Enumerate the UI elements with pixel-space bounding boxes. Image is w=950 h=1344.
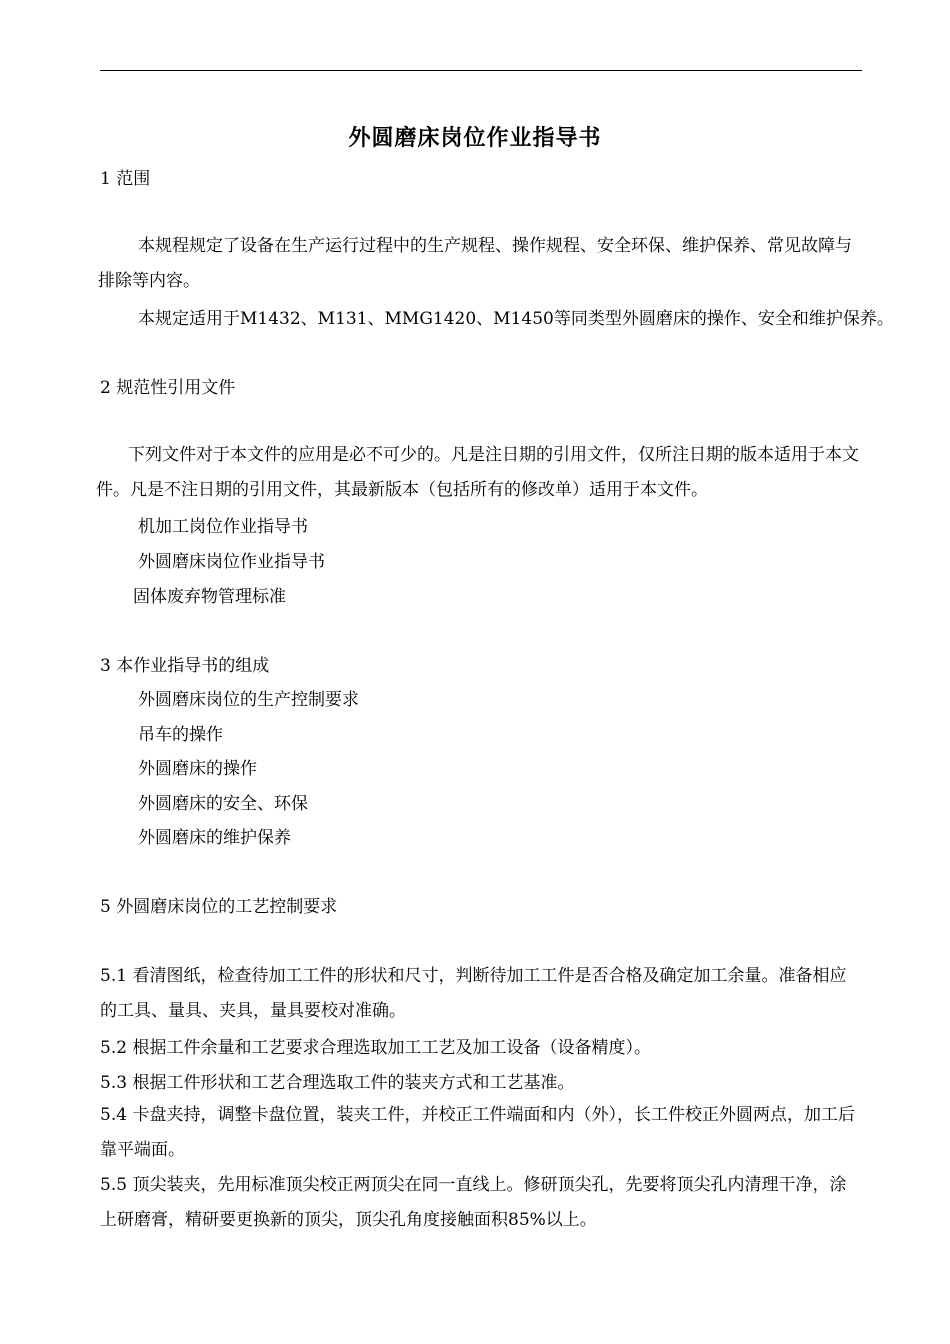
section-1-paragraph-1: 本规程规定了设备在生产运行过程中的生产规程、操作规程、安全环保、维护保养、常见故障与排除等内容。 (98, 236, 852, 291)
composition-item: 外圆磨床的维护保养 (138, 828, 291, 848)
reference-item: 固体废弃物管理标准 (133, 587, 286, 607)
composition-item: 外圆磨床的安全、环保 (138, 794, 308, 814)
clause-5-1: 5.1 看清图纸，检查待加工工件的形状和尺寸，判断待加工工件是否合格及确定加工余量。准备相应的工具、量具、夹具，量具要校对准确。 (100, 966, 847, 1021)
composition-item: 吊车的操作 (138, 725, 223, 745)
header-rule (100, 70, 862, 71)
clause-5-2: 5.2 根据工件余量和工艺要求合理选取加工工艺及加工设备（设备精度）。 (100, 1038, 651, 1058)
section-1-paragraph-2: 本规定适用于M1432、M131、MMG1420、M1450等同类型外圆磨床的操作、安全和维护保养。 (138, 309, 894, 329)
section-2-heading: 2 规范性引用文件 (100, 378, 236, 398)
reference-item: 机加工岗位作业指导书 (138, 517, 308, 537)
composition-item: 外圆磨床岗位的生产控制要求 (138, 690, 359, 710)
section-3-heading: 3 本作业指导书的组成 (100, 656, 270, 676)
section-2-paragraph: 下列文件对于本文件的应用是必不可少的。凡是注日期的引用文件，仅所注日期的版本适用于本文件。凡是不注日期的引用文件，其最新版本（包括所有的修改单）适用于本文件。 (96, 445, 859, 500)
section-1-heading: 1 范围 (100, 169, 151, 189)
section-5-heading: 5 外圆磨床岗位的工艺控制要求 (100, 897, 338, 917)
clause-5-4: 5.4 卡盘夹持，调整卡盘位置，装夹工件，并校正工件端面和内（外），长工件校正外圆两点，加工后靠平端面。 (100, 1105, 855, 1160)
composition-item: 外圆磨床的操作 (138, 759, 257, 779)
clause-5-5: 5.5 顶尖装夹，先用标准顶尖校正两顶尖在同一直线上。修研顶尖孔，先要将顶尖孔内清理干净，涂上研磨膏，精研要更换新的顶尖，顶尖孔角度接触面积85%以上。 (100, 1175, 847, 1230)
document-title: 外圆磨床岗位作业指导书 (348, 126, 602, 151)
reference-item: 外圆磨床岗位作业指导书 (138, 552, 325, 572)
clause-5-3: 5.3 根据工件形状和工艺合理选取工件的装夹方式和工艺基准。 (100, 1073, 575, 1093)
